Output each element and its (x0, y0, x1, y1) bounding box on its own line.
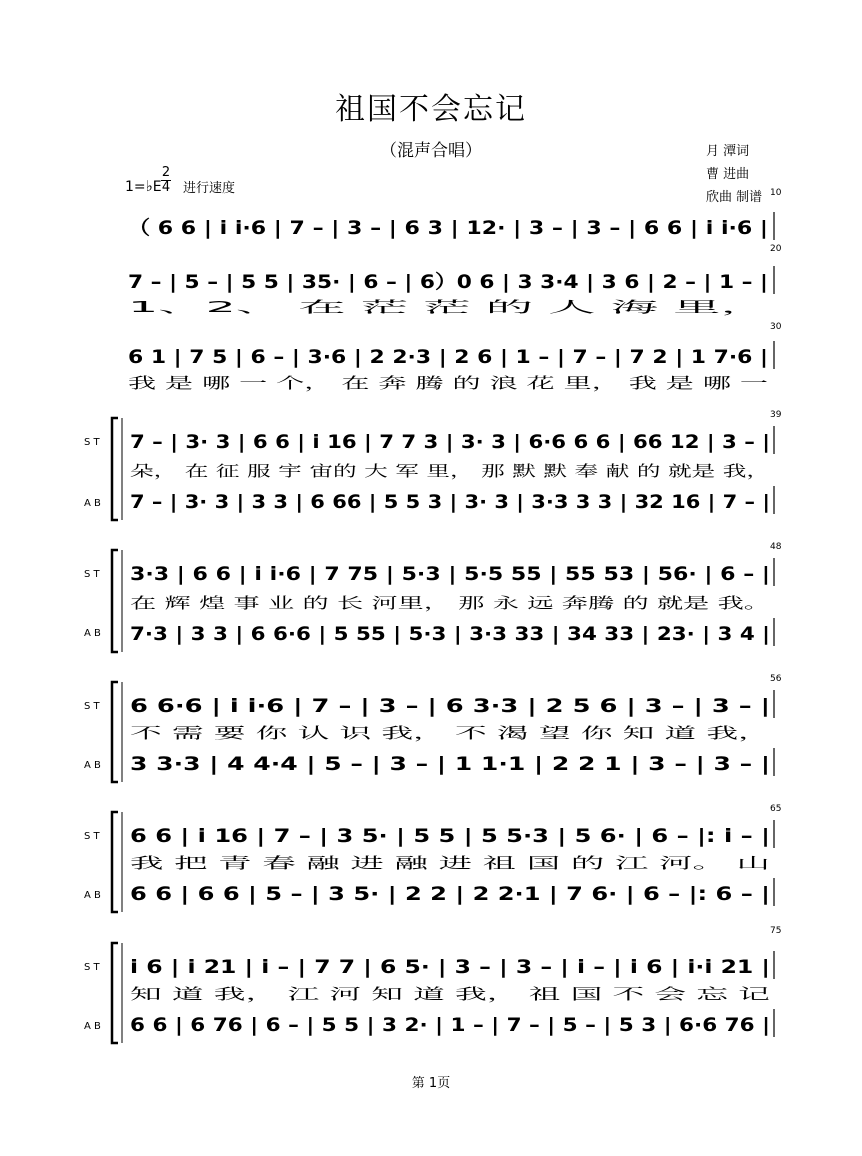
jianpu-line-st: 3·3 | 6 6 | i i·6 | 7 75 | 5·3 | 5·5 55 | 55 53 | 56· | 6 – | (130, 563, 770, 585)
part-label-ab: A B (84, 628, 101, 639)
part-label-st: S T (84, 569, 100, 580)
measure-number: 75 (770, 926, 782, 936)
lyric-line: 我 是 哪 一 个， 在 奔 腾 的 浪 花 里， 我 是 哪 一 (128, 374, 768, 392)
measure-number: 48 (770, 542, 782, 552)
jianpu-line-st: i 6 | i 21 | i – | 7 7 | 6 5· | 3 – | 3 – | i – | i 6 | i·i 21 | (130, 956, 770, 978)
jianpu-line-st: 6 6·6 | i i·6 | 7 – | 3 – | 6 3·3 | 2 5 6 | 3 – | 3 – | (130, 695, 770, 717)
jianpu-line: 7 – | 5 – | 5 5 | 35· | 6 – | 6）0 6 | 3 3·4 | 3 6 | 2 – | 1 – | (128, 271, 689, 293)
key-name: E (152, 179, 162, 195)
time-denominator: 4 (161, 180, 171, 195)
page-number: 第 1页 (411, 1076, 451, 1091)
flat-icon: ♭ (145, 177, 153, 195)
lyric-line-st: 在 辉 煌 事 业 的 长 河里， 那 永 远 奔腾 的 就是 我。 (130, 594, 770, 612)
part-label-st: S T (84, 831, 100, 842)
composer-credit: 曹 进曲 (706, 167, 750, 182)
part-label-st: S T (84, 701, 100, 712)
lyricist-credit: 月 潭词 (706, 144, 750, 159)
notation-lines (128, 216, 770, 1036)
jianpu-line-ab: 3 3·3 | 4 4·4 | 5 – | 3 – | 1 1·1 | 2 2 1 | 3 – | 3 – | (130, 753, 770, 775)
time-numerator: 2 (161, 165, 171, 180)
jianpu-line: 6 1 | 7 5 | 6 – | 3·6 | 2 2·3 | 2 6 | 1 – | 7 – | 7 2 | 1 7·6 | (128, 346, 768, 368)
measure-number: 56 (770, 674, 782, 684)
measure-number: 10 (770, 188, 782, 198)
jianpu-line-ab: 7·3 | 3 3 | 6 6·6 | 5 55 | 5·3 | 3·3 33 | 34 33 | 23· | 3 4 | (130, 623, 770, 645)
part-label-ab: A B (84, 498, 101, 509)
system-brackets (112, 418, 118, 1043)
tempo-marking: 进行速度 (183, 181, 236, 196)
jianpu-line-ab: 7 – | 3· 3 | 3 3 | 6 66 | 5 5 3 | 3· 3 | 3·3 3 3 | 32 16 | 7 – | (130, 491, 770, 513)
system-bracket (112, 682, 118, 782)
key-prefix: 1= (125, 179, 146, 195)
jianpu-line-st: 7 – | 3· 3 | 6 6 | i 16 | 7 7 3 | 3· 3 | 6·6 6 6 | 66 12 | 3 – | (130, 431, 770, 453)
system-bracket (112, 418, 118, 520)
song-subtitle: （混声合唱） (380, 141, 482, 161)
jianpu-line: （ 6 6 | i i·6 | 7 – | 3 – | 6 3 | 12· | 3 – | 3 – | 6 6 | i i·6 | (128, 217, 680, 239)
part-label-st: S T (84, 437, 100, 448)
measure-number: 39 (770, 410, 782, 420)
system-bracket (112, 812, 118, 912)
part-label-ab: A B (84, 890, 101, 901)
system-bracket (112, 550, 118, 652)
part-label-ab: A B (84, 760, 101, 771)
system-bracket (112, 943, 118, 1043)
song-title: 祖国不会忘记 (335, 92, 527, 127)
lyric-line-st: 不 需 要 你 认 识 我， 不 渴 望 你 知 道 我， (130, 724, 770, 742)
lyric-line-st: 知 道 我， 江 河 知 道 我， 祖 国 不 会 忘 记 (130, 985, 770, 1003)
arranger-credit: 欣曲 制谱 (706, 190, 763, 205)
measure-number: 20 (770, 244, 782, 254)
jianpu-line-st: 6 6 | i 16 | 7 – | 3 5· | 5 5 | 5 5·3 | 5 6· | 6 – |: i – | (130, 825, 770, 847)
jianpu-line-ab: 6 6 | 6 6 | 5 – | 3 5· | 2 2 | 2 2·1 | 7 6· | 6 – |: 6 – | (130, 883, 770, 905)
part-label-st: S T (84, 962, 100, 973)
part-label-ab: A B (84, 1021, 101, 1032)
lyric-line-st: 朵， 在 征 服 宇 宙的 大 军 里， 那 默 默 奉 献 的 就是 我， (130, 462, 770, 480)
lyric-line-st: 我 把 青 春 融 进 融 进 祖 国 的 江 河。 山 (130, 854, 770, 872)
measure-number: 30 (770, 322, 782, 332)
jianpu-line-ab: 6 6 | 6 76 | 6 – | 5 5 | 3 2· | 1 – | 7 – | 5 – | 5 3 | 6·6 76 | (130, 1014, 770, 1036)
measure-number: 65 (770, 804, 782, 814)
lyric-line: 1、2、 在 茫 茫 的 人 海 里， (128, 298, 768, 316)
